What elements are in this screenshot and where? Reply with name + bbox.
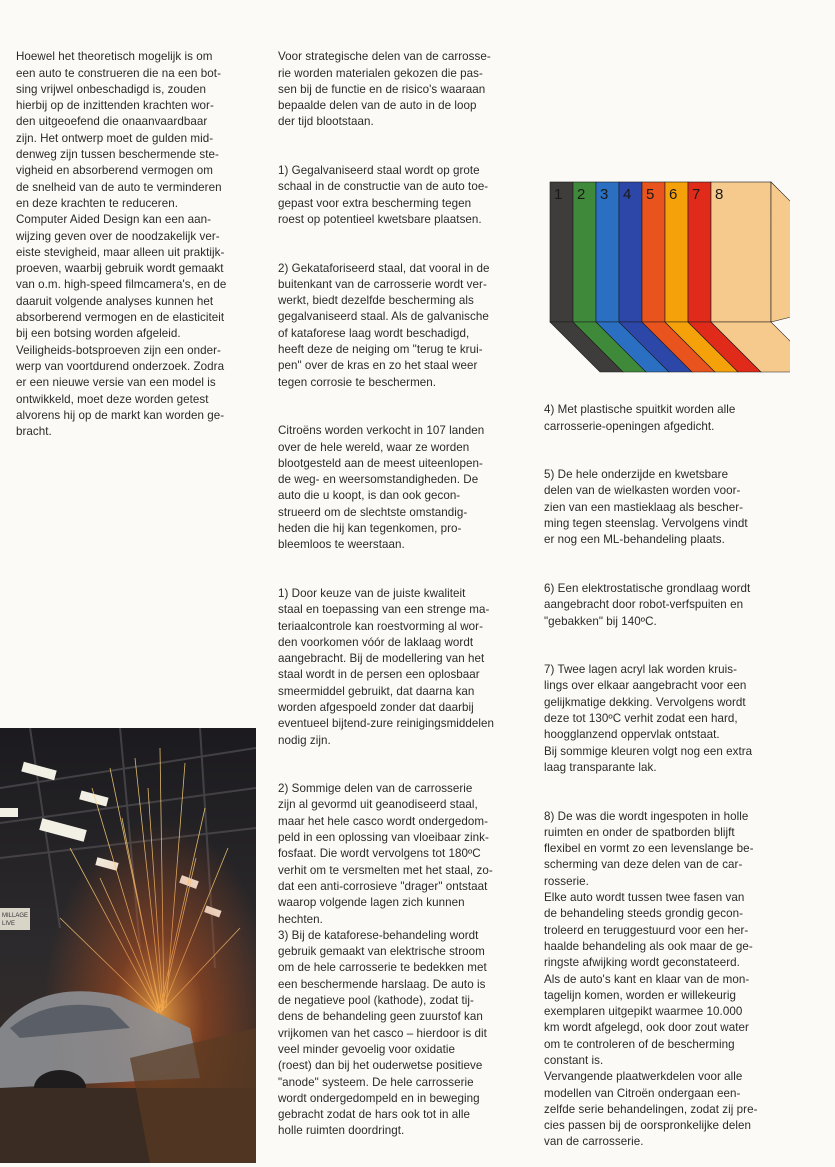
layer-label-7: 7 — [692, 186, 701, 203]
layer-6-face — [665, 182, 688, 322]
text-column-middle — [278, 33, 528, 1156]
paragraph: Hoewel het theoretisch mogelijk is om een auto te construeren die na een bot- sing vrijwel onbeschadigd is, zouden hierbij op de inzittenden krachten wor- den uitgeoefend die onaanvaardbaar zijn. Het ontwerp moet de gulden mid- denweg zijn tussen beschermende ste- vigheid en absorberend vermogen om de snelheid van de auto te verminderen en deze krachten te reduceren. Computer Aided Design kan een aan- wijzing geven over de noodzakelijk ver- eiste stevigheid, maar alleen uit praktijk- proeven, waarbij gebruik wordt gemaakt van o.m. high-speed filmcamera's, en de daaruit volgende analyses kunnen het absorberend vermogen en de elasticiteit bij een botsing worden afgeleid. Veiligheids-botsproeven zijn een onder- werp van voortdurend onderzoek. Zodra er een nieuwe versie van een model is ontwikkeld, moet deze worden getest alvorens hij op de markt kan worden ge- bracht. — [16, 50, 227, 439]
paragraph: 6) Een elektrostatische grondlaag wordt aangebracht door robot-verfspuiten en "gebakken" bij 140ºC. — [544, 581, 751, 628]
paragraph: 5) De hele onderzijde en kwetsbare delen van de wielkasten worden voor- zien van een mastieklaag als bescher- ming tegen steenslag. Vervolgens vindt er nog een ML-behandeling plaats. — [544, 468, 748, 547]
layer-label-3: 3 — [600, 186, 609, 203]
layer-1-face — [550, 182, 573, 322]
text-column-left — [16, 33, 261, 457]
layer-7-face — [688, 182, 711, 322]
paragraph: 2) Gekataforiseerd staal, dat vooral in de buitenkant van de carrosserie wordt ver- werkt, biedt dezelfde bescherming als gegalvaniseerd staal. Als de galvanische of kataforese laag wordt beschadigd, heeft deze de neiging om "terug te krui- pen" over de kras en zo het staal weer tegen corrosie te beschermen. — [278, 261, 490, 389]
factory-photo-image — [0, 728, 256, 1163]
paragraph: 1) Door keuze van de juiste kwaliteit staal en toepassing van een strenge ma- teriaalcontrole kan roestvorming al wor- den voorkomen vóór de laklaag wordt aangebracht. Bij de modellering van het staal wordt in de persen een oplosbaar smeermiddel gebruikt, dat daarna kan worden afgespoeld zonder dat daarbij eventueel bijtend-zure reinigingsmiddelen nodig zijn. — [278, 586, 495, 747]
paragraph: Citroëns worden verkocht in 107 landen over de hele wereld, waar ze worden blootgesteld aan de meest uiteenlopen- de weg- en weersomstandigheden. De auto die u koopt, is dan ook gecon- strueerd om de slechtste omstandig- heden die hij kan tegenkomen, pro- bleemloos te weerstaan. — [278, 424, 485, 552]
layer-4-face — [619, 182, 642, 322]
layer-label-4: 4 — [623, 186, 632, 203]
layer-label-1: 1 — [554, 186, 563, 203]
layer-8-side — [771, 182, 790, 322]
paragraph: 8) De was die wordt ingespoten in holle ruimten en onder de spatborden blijft flexibel en vormt zo een levenslange be- scherming van deze delen van de car- rosserie. Elke auto wordt tussen twee fasen van de behandeling steeds grondig gecon- troleerd en teruggestuurd voor een her- haalde behandeling als ook maar de ge- ringste afwijking wordt geconstateerd. Als de auto's kant en klaar van de mon- tagelijn komen, worden er willekeurig exemplaren uitgepikt waarmee 10.000 km wordt afgelegd, ook door zout water om te controleren of de bescherming constant is. Vervangende plaatwerkdelen voor alle modellen van Citroën ondergaan een- zelfde serie behandelingen, zodat zij pre- cies passen bij de oorspronkelijke delen van de carrosserie. — [544, 809, 758, 1149]
protective-layers-figure — [546, 178, 790, 378]
text-column-right — [544, 386, 789, 1167]
layer-3-face — [596, 182, 619, 322]
paragraph: 4) Met plastische spuitkit worden alle carrosserie-openingen afgedicht. — [544, 403, 736, 433]
layer-label-6: 6 — [669, 186, 678, 203]
paragraph: 2) Sommige delen van de carrosserie zijn al gevormd uit geanodiseerd staal, maar het hele casco wordt ondergedom- peld in een oplossing van vloeibaar zink- fosfaat. Die wordt vervolgens tot 180ºC verhit om te versmelten met het staal, zo- dat een anti-corrosieve "drager" ontstaat waarop volgende lagen zich kunnen hechten. 3) Bij de kataforese-behandeling wordt gebruik gemaakt van elektrische stroom om de hele carrosserie te bedekken met een beschermende harslaag. De auto is de negatieve pool (kathode), zodat tij- dens de behandeling geen zuurstof kan vrijkomen van het casco – hierdoor is dit veel minder gevoelig voor oxidatie (roest) dan bij het ouderwetse positieve "anode" systeem. De hele carrosserie wordt ondergedompeld en in beweging gebracht zodat de hars ook tot in alle holle ruimten doordringt. — [278, 782, 493, 1138]
layer-label-2: 2 — [577, 186, 586, 203]
sign-line-2: LIVE — [2, 921, 16, 927]
layer-2-face — [573, 182, 596, 322]
paragraph: 1) Gegalvaniseerd staal wordt op grote schaal in de constructie van de auto toe- gepast voor extra bescherming tegen roest op potentieel kwetsbare plaatsen. — [278, 164, 489, 226]
layer-label-5: 5 — [646, 186, 655, 203]
paragraph: 7) Twee lagen acryl lak worden kruis- lings over elkaar aangebracht voor een gelijkmatige dekking. Vervolgens wordt deze tot 130ºC verhit zodat een hard, hoogglanzend oppervlak ontstaat. Bij sommige kleuren volgt nog een extra laag transparante lak. — [544, 663, 753, 774]
layers-illustration — [546, 178, 790, 378]
paragraph: Voor strategische delen van de carrosse- rie worden materialen gekozen die pas- sen bij de functie en de risico's waaraan bepaalde delen van de auto in de loop der tijd blootstaan. — [278, 50, 491, 129]
layer-5-face — [642, 182, 665, 322]
factory-welding-photo — [0, 728, 256, 1163]
sign-line-1: MILLAGE — [2, 913, 29, 919]
layer-label-8: 8 — [715, 186, 724, 203]
layer-8-face — [711, 182, 771, 322]
